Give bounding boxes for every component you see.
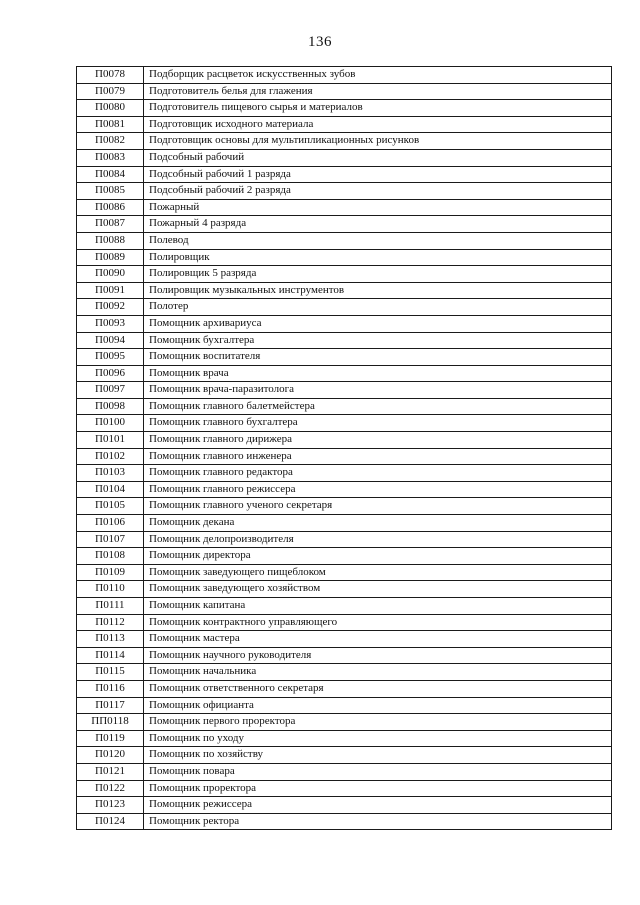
occupation-code-cell: П0086 xyxy=(77,199,144,216)
occupation-name-cell: Помощник контрактного управляющего xyxy=(144,614,612,631)
occupation-name-cell: Полевод xyxy=(144,232,612,249)
occupation-code-cell: П0088 xyxy=(77,232,144,249)
table-row xyxy=(77,249,612,266)
occupation-code-cell: П0120 xyxy=(77,747,144,764)
table-row xyxy=(77,448,612,465)
occupation-name-cell: Пожарный 4 разряда xyxy=(144,216,612,233)
occupation-code-cell: П0089 xyxy=(77,249,144,266)
occupation-code-cell: П0090 xyxy=(77,266,144,283)
occupation-code-cell: П0114 xyxy=(77,647,144,664)
occupation-code-cell: П0117 xyxy=(77,697,144,714)
occupation-name-cell: Подсобный рабочий xyxy=(144,149,612,166)
occupation-name-cell: Помощник проректора xyxy=(144,780,612,797)
occupation-name-cell: Помощник мастера xyxy=(144,631,612,648)
table-row xyxy=(77,780,612,797)
occupation-code-cell: П0121 xyxy=(77,763,144,780)
table-row xyxy=(77,564,612,581)
occupation-code-cell: П0095 xyxy=(77,349,144,366)
table-row xyxy=(77,166,612,183)
occupation-name-cell: Помощник главного ученого секретаря xyxy=(144,498,612,515)
occupation-name-cell: Подготовитель пищевого сырья и материалов xyxy=(144,100,612,117)
occupation-name-cell: Помощник ответственного секретаря xyxy=(144,680,612,697)
occupation-name-cell: Помощник официанта xyxy=(144,697,612,714)
occupation-code-cell: П0084 xyxy=(77,166,144,183)
table-row xyxy=(77,332,612,349)
occupation-name-cell: Помощник воспитателя xyxy=(144,349,612,366)
occupation-name-cell: Помощник ректора xyxy=(144,813,612,830)
occupation-code-cell: П0100 xyxy=(77,415,144,432)
occupation-code-cell: П0101 xyxy=(77,432,144,449)
occupation-code-cell: П0080 xyxy=(77,100,144,117)
table-row xyxy=(77,83,612,100)
occupation-code-cell: П0098 xyxy=(77,398,144,415)
page-number: 136 xyxy=(308,34,332,50)
table-row xyxy=(77,763,612,780)
occupation-code-cell: П0093 xyxy=(77,315,144,332)
table-row xyxy=(77,581,612,598)
table-row xyxy=(77,614,612,631)
occupation-code-cell: П0079 xyxy=(77,83,144,100)
occupation-code-cell: П0102 xyxy=(77,448,144,465)
occupation-name-cell: Помощник главного дирижера xyxy=(144,432,612,449)
occupation-table-container xyxy=(76,66,612,830)
occupation-name-cell: Помощник повара xyxy=(144,763,612,780)
occupation-name-cell: Помощник начальника xyxy=(144,664,612,681)
occupation-code-cell: П0116 xyxy=(77,680,144,697)
occupation-code-cell: П0108 xyxy=(77,548,144,565)
table-row xyxy=(77,531,612,548)
occupation-code-cell: П0083 xyxy=(77,149,144,166)
table-row xyxy=(77,498,612,515)
occupation-name-cell: Помощник врача xyxy=(144,365,612,382)
occupation-table xyxy=(76,66,612,830)
occupation-name-cell: Пожарный xyxy=(144,199,612,216)
table-row xyxy=(77,631,612,648)
occupation-code-cell: П0104 xyxy=(77,481,144,498)
table-row xyxy=(77,598,612,615)
table-row xyxy=(77,465,612,482)
occupation-code-cell: П0115 xyxy=(77,664,144,681)
occupation-name-cell: Подготовщик основы для мультипликационных рисунков xyxy=(144,133,612,150)
occupation-code-cell: П0082 xyxy=(77,133,144,150)
occupation-name-cell: Помощник по уходу xyxy=(144,730,612,747)
occupation-code-cell: П0094 xyxy=(77,332,144,349)
table-row xyxy=(77,149,612,166)
occupation-name-cell: Помощник научного руководителя xyxy=(144,647,612,664)
table-row xyxy=(77,398,612,415)
table-row xyxy=(77,282,612,299)
occupation-name-cell: Помощник режиссера xyxy=(144,797,612,814)
table-row xyxy=(77,415,612,432)
occupation-name-cell: Помощник первого проректора xyxy=(144,714,612,731)
table-row xyxy=(77,730,612,747)
occupation-name-cell: Помощник по хозяйству xyxy=(144,747,612,764)
table-row xyxy=(77,183,612,200)
occupation-code-cell: П0106 xyxy=(77,515,144,532)
table-row xyxy=(77,315,612,332)
occupation-code-cell: П0091 xyxy=(77,282,144,299)
occupation-name-cell: Помощник врача-паразитолога xyxy=(144,382,612,399)
table-row xyxy=(77,199,612,216)
occupation-name-cell: Помощник главного инженера xyxy=(144,448,612,465)
occupation-name-cell: Полировщик музыкальных инструментов xyxy=(144,282,612,299)
occupation-table-body xyxy=(77,67,612,830)
table-row xyxy=(77,714,612,731)
table-row xyxy=(77,116,612,133)
table-row xyxy=(77,548,612,565)
occupation-name-cell: Помощник главного бухгалтера xyxy=(144,415,612,432)
occupation-code-cell: П0119 xyxy=(77,730,144,747)
occupation-code-cell: П0107 xyxy=(77,531,144,548)
table-row xyxy=(77,664,612,681)
table-row xyxy=(77,647,612,664)
occupation-name-cell: Помощник заведующего пищеблоком xyxy=(144,564,612,581)
occupation-code-cell: П0087 xyxy=(77,216,144,233)
occupation-code-cell: П0092 xyxy=(77,299,144,316)
occupation-name-cell: Помощник делопроизводителя xyxy=(144,531,612,548)
occupation-name-cell: Полировщик 5 разряда xyxy=(144,266,612,283)
occupation-code-cell: П0085 xyxy=(77,183,144,200)
occupation-name-cell: Помощник заведующего хозяйством xyxy=(144,581,612,598)
occupation-name-cell: Помощник капитана xyxy=(144,598,612,615)
occupation-name-cell: Подготовитель белья для глажения xyxy=(144,83,612,100)
table-row xyxy=(77,232,612,249)
occupation-name-cell: Помощник главного режиссера xyxy=(144,481,612,498)
occupation-name-cell: Помощник декана xyxy=(144,515,612,532)
table-row xyxy=(77,266,612,283)
occupation-code-cell: П0111 xyxy=(77,598,144,615)
occupation-code-cell: П0122 xyxy=(77,780,144,797)
occupation-name-cell: Помощник главного редактора xyxy=(144,465,612,482)
table-row xyxy=(77,697,612,714)
table-row xyxy=(77,216,612,233)
table-row xyxy=(77,747,612,764)
occupation-name-cell: Помощник архивариуса xyxy=(144,315,612,332)
table-row xyxy=(77,797,612,814)
occupation-code-cell: П0110 xyxy=(77,581,144,598)
table-row xyxy=(77,813,612,830)
table-row xyxy=(77,349,612,366)
table-row xyxy=(77,382,612,399)
occupation-name-cell: Помощник бухгалтера xyxy=(144,332,612,349)
table-row xyxy=(77,365,612,382)
table-row xyxy=(77,100,612,117)
table-row xyxy=(77,133,612,150)
occupation-code-cell: П0123 xyxy=(77,797,144,814)
table-row xyxy=(77,299,612,316)
occupation-code-cell: П0109 xyxy=(77,564,144,581)
occupation-code-cell: П0078 xyxy=(77,67,144,84)
table-row xyxy=(77,67,612,84)
occupation-code-cell: П0081 xyxy=(77,116,144,133)
occupation-code-cell: П0112 xyxy=(77,614,144,631)
table-row xyxy=(77,481,612,498)
occupation-code-cell: П0096 xyxy=(77,365,144,382)
occupation-code-cell: П0124 xyxy=(77,813,144,830)
occupation-name-cell: Помощник директора xyxy=(144,548,612,565)
occupation-name-cell: Помощник главного балетмейстера xyxy=(144,398,612,415)
occupation-name-cell: Подготовщик исходного материала xyxy=(144,116,612,133)
occupation-name-cell: Подсобный рабочий 2 разряда xyxy=(144,183,612,200)
occupation-code-cell: П0097 xyxy=(77,382,144,399)
occupation-name-cell: Подсобный рабочий 1 разряда xyxy=(144,166,612,183)
occupation-name-cell: Полировщик xyxy=(144,249,612,266)
occupation-code-cell: П0103 xyxy=(77,465,144,482)
occupation-code-cell: П0113 xyxy=(77,631,144,648)
occupation-name-cell: Подборщик расцветок искусственных зубов xyxy=(144,67,612,84)
occupation-name-cell: Полотер xyxy=(144,299,612,316)
table-row xyxy=(77,515,612,532)
occupation-code-cell: ПП0118 xyxy=(77,714,144,731)
table-row xyxy=(77,432,612,449)
occupation-code-cell: П0105 xyxy=(77,498,144,515)
table-row xyxy=(77,680,612,697)
